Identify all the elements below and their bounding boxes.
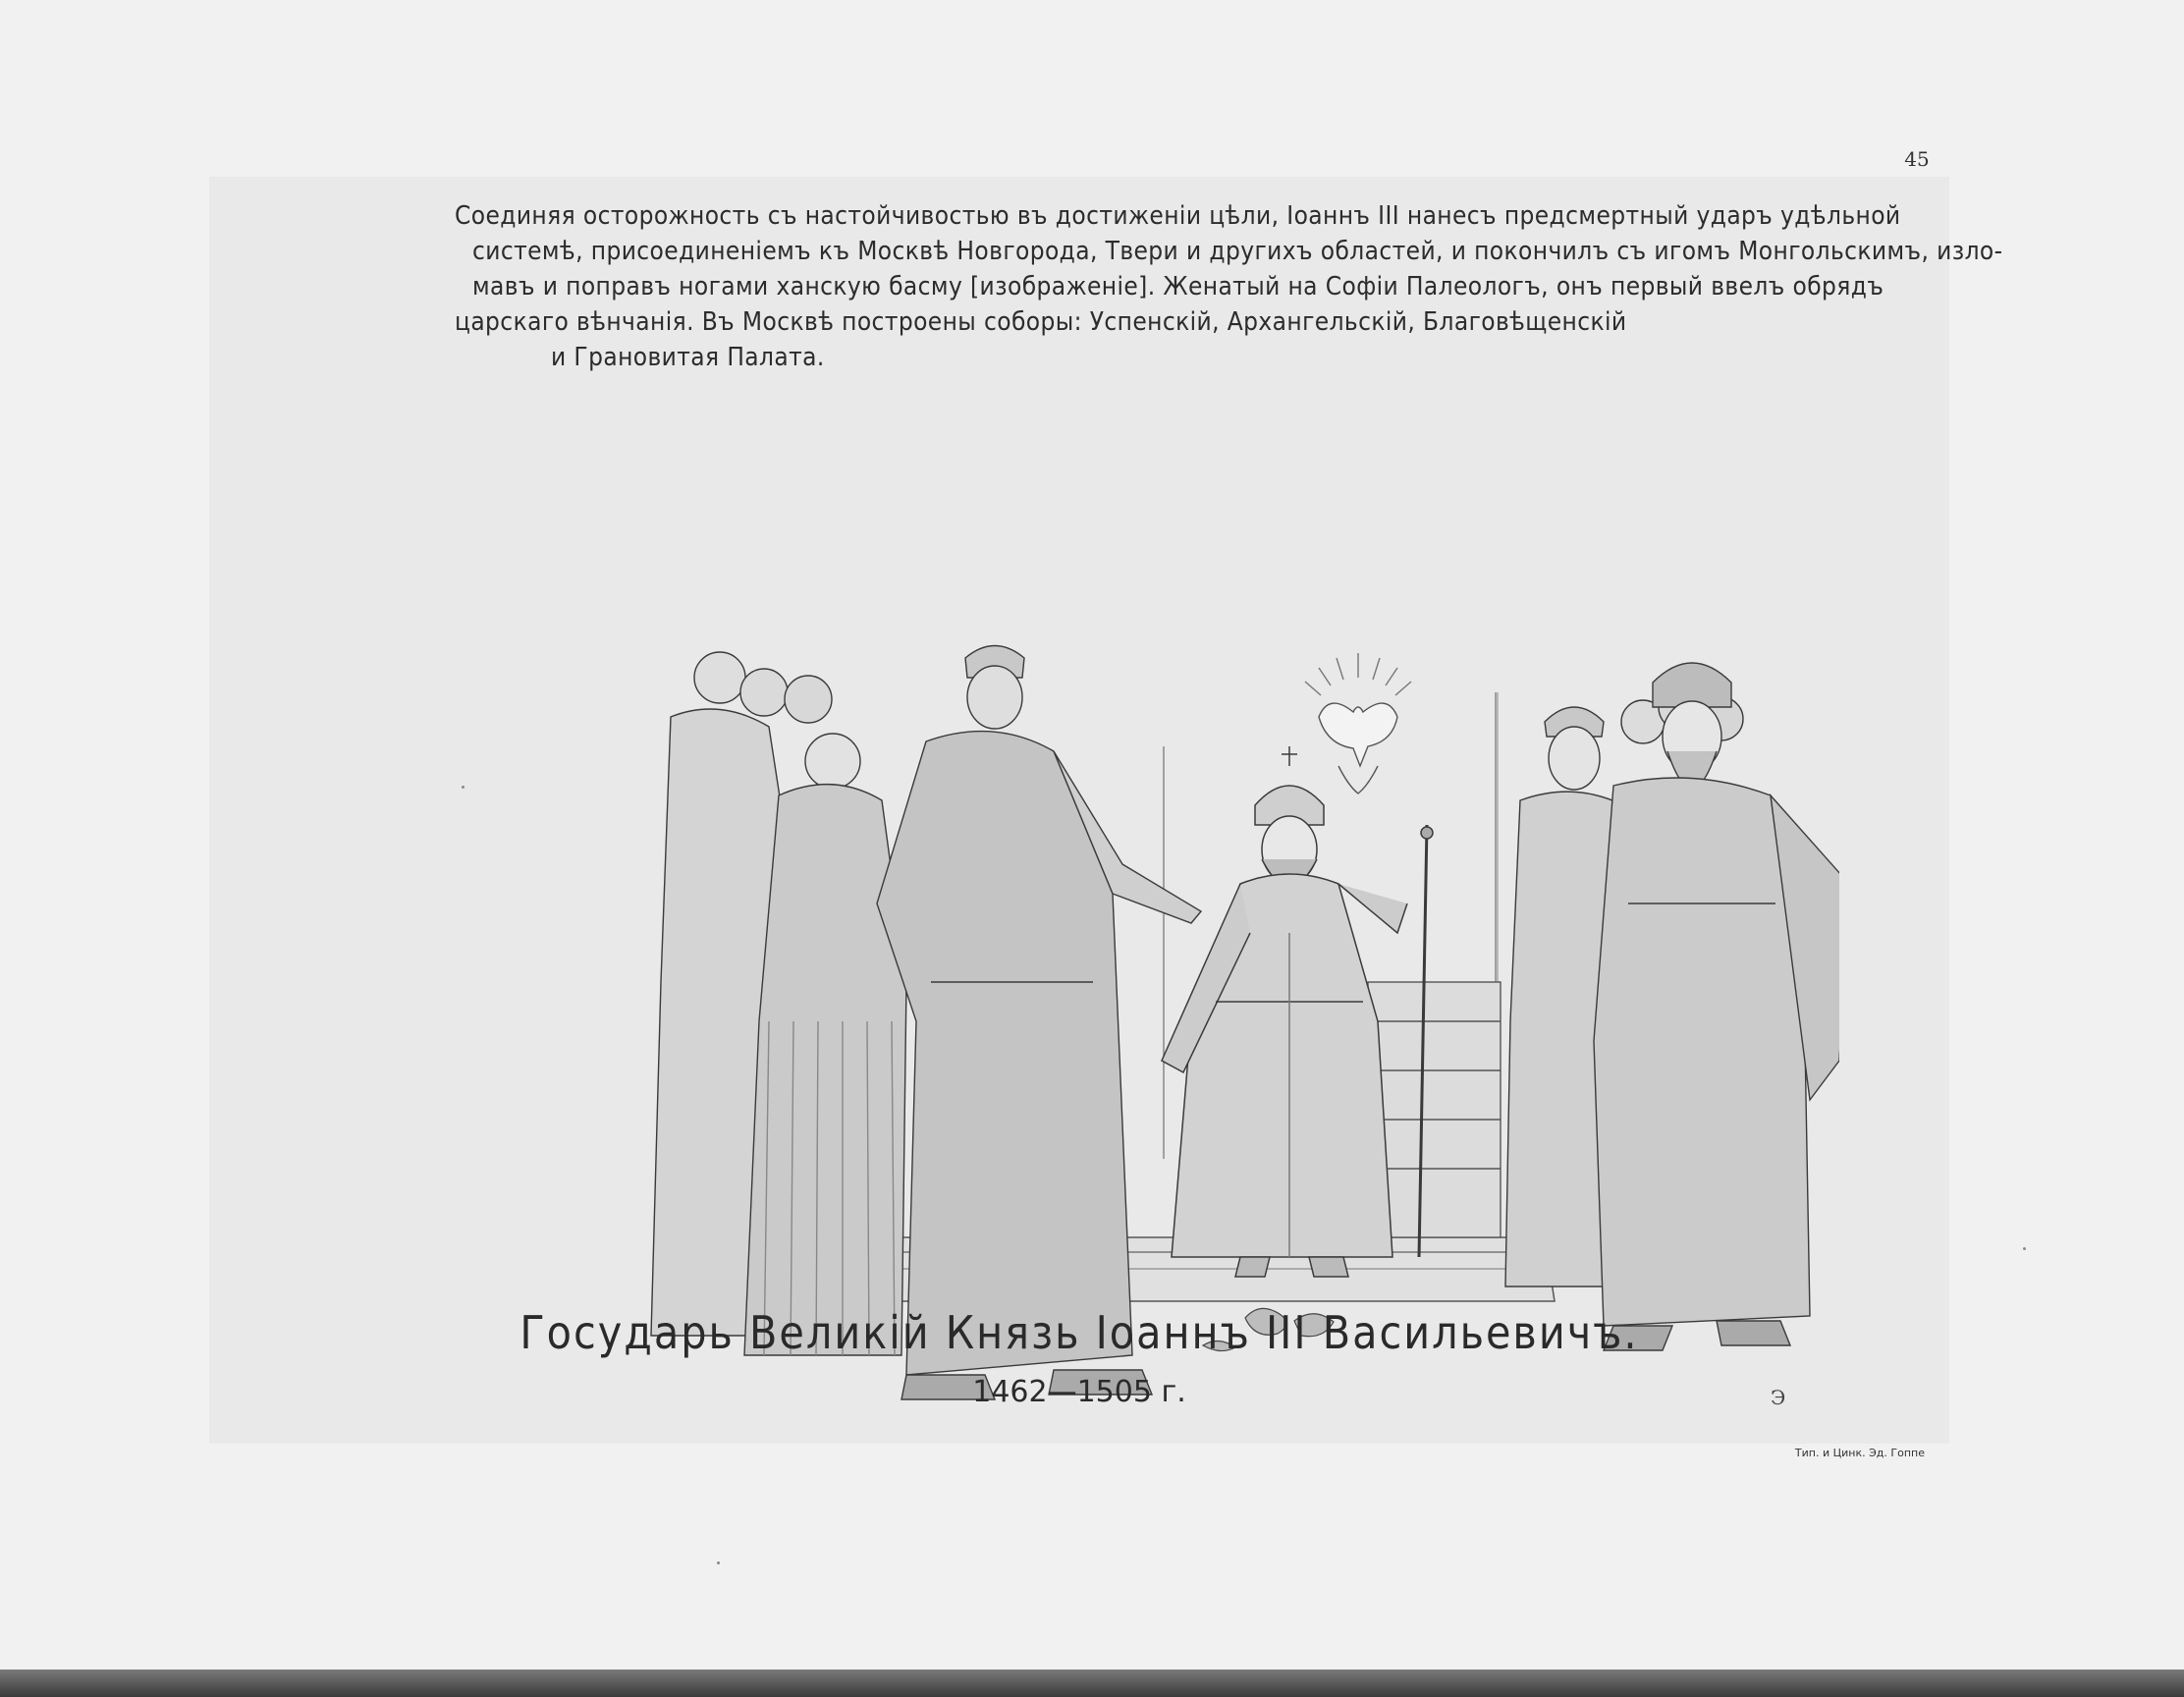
caption-line: мавъ и поправъ ногами ханскую басму [изображеніе]. Женатый на Софіи Палеологъ, онъ первый ввелъ обрядъ xyxy=(472,272,1884,301)
dust-speck xyxy=(2023,1247,2026,1250)
printer-imprint: Тип. и Цинк. Эд. Гоппе xyxy=(1794,1447,1925,1459)
caption-line: и Грановитая Палата. xyxy=(551,343,825,372)
dust-speck xyxy=(462,786,464,789)
dust-speck xyxy=(717,1561,720,1564)
caption-line: системѣ, присоединеніемъ къ Москвѣ Новгорода, Твери и другихъ областей, и покончилъ съ игомъ Монгольскимъ, изло- xyxy=(472,237,2003,266)
engraving-illustration xyxy=(563,471,1839,1444)
right-group-figures xyxy=(1505,663,1839,1350)
reign-dates: 1462—1505 г. xyxy=(972,1375,1186,1409)
caption-line: царскаго вѣнчанія. Въ Москвѣ построены соборы: Успенскій, Архангельскій, Благовѣщенскій xyxy=(455,307,1627,337)
artist-monogram: Э xyxy=(1771,1386,1786,1409)
scan-edge xyxy=(0,1670,2184,1697)
caption-text xyxy=(455,198,2003,375)
illustration-plate xyxy=(209,177,2003,1444)
plate-title: Государь Великій Князь Іоаннъ III Васильевичъ. xyxy=(519,1306,1639,1359)
page-number: 45 xyxy=(1904,147,1930,171)
eagle-emblem xyxy=(1305,653,1411,794)
left-group-figures xyxy=(651,646,1201,1400)
caption-line: Соединяя осторожность съ настойчивостью въ достиженіи цѣли, Іоаннъ III нанесъ предсмертный ударъ удѣльной xyxy=(455,201,1901,231)
